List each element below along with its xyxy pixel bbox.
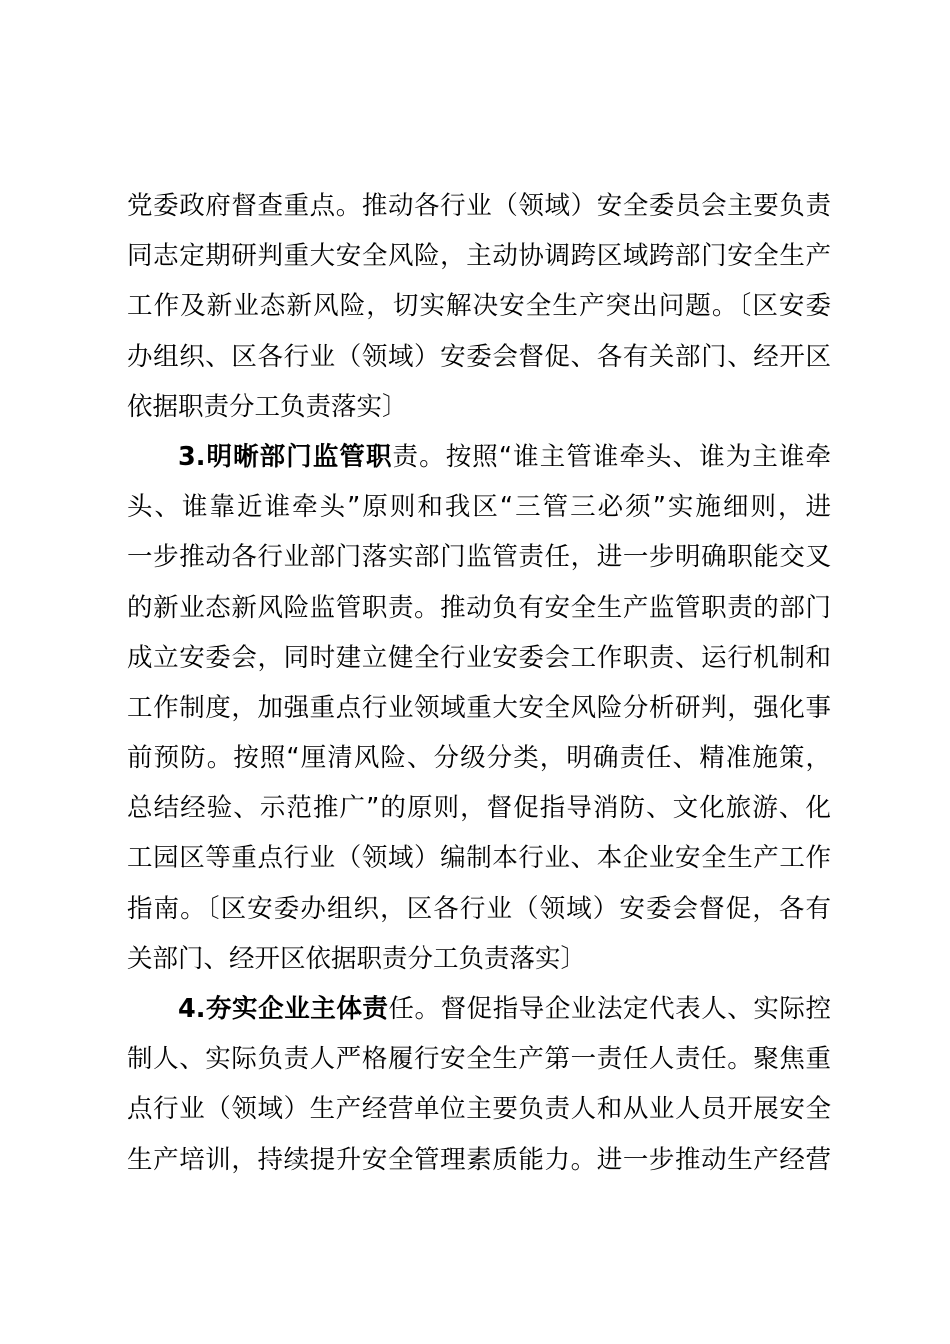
section-3-first-line <box>127 432 831 482</box>
text-line: 前预防。按照“厘清风险、分级分类，明确责任、精准施策， <box>127 743 831 774</box>
text-line: 工作制度，加强重点行业领域重大安全风险分析研判，强化事 <box>127 692 831 723</box>
text-line: 工作及新业态新风险，切实解决安全生产突出问题。〔区安委 <box>127 291 831 322</box>
text-line: 指南。〔区安委办组织，区各行业（领域）安委会督促，各有 <box>127 893 831 924</box>
section-4-text: 任。督促指导企业法定代表人、实际控 <box>388 994 831 1024</box>
text-line: 总结经验、示范推广”的原则，督促指导消防、文化旅游、化 <box>127 793 831 824</box>
text-line: 工园区等重点行业（领域）编制本行业、本企业安全生产工作 <box>127 843 831 874</box>
text-line: 成立安委会，同时建立健全行业安委会工作职责、运行机制和 <box>127 642 831 673</box>
text-line: 关部门、经开区依据职责分工负责落实〕 <box>127 943 587 974</box>
section-4-first-line <box>127 984 831 1034</box>
text-line: 依据职责分工负责落实〕 <box>127 391 408 422</box>
text-line: 同志定期研判重大安全风险，主动协调跨区域跨部门安全生产 <box>127 241 831 272</box>
text-line: 头、谁靠近谁牵头”原则和我区“三管三必须”实施细则，进 <box>127 492 831 523</box>
section-3-text: 责。按照“谁主管谁牵头、谁为主谁牵 <box>392 441 831 472</box>
text-line: 办组织、区各行业（领域）安委会督促、各有关部门、经开区 <box>127 341 831 372</box>
text-line: 点行业（领域）生产经营单位主要负责人和从业人员开展安全 <box>127 1094 831 1125</box>
text-line: 的新业态新风险监管职责。推动负有安全生产监管职责的部门 <box>127 592 831 623</box>
section-4-heading: 4.夯实企业主体责 <box>178 994 389 1024</box>
text-line: 党委政府督查重点。推动各行业（领域）安全委员会主要负责 <box>127 191 831 221</box>
document-page <box>127 181 831 1185</box>
text-line: 制人、实际负责人严格履行安全生产第一责任人责任。聚焦重 <box>127 1044 831 1075</box>
text-line: 一步推动各行业部门落实部门监管责任，进一步明确职能交叉 <box>127 542 831 573</box>
section-3-heading: 3.明晰部门监管职 <box>178 441 393 472</box>
text-line: 生产培训，持续提升安全管理素质能力。进一步推动生产经营 <box>127 1144 831 1175</box>
